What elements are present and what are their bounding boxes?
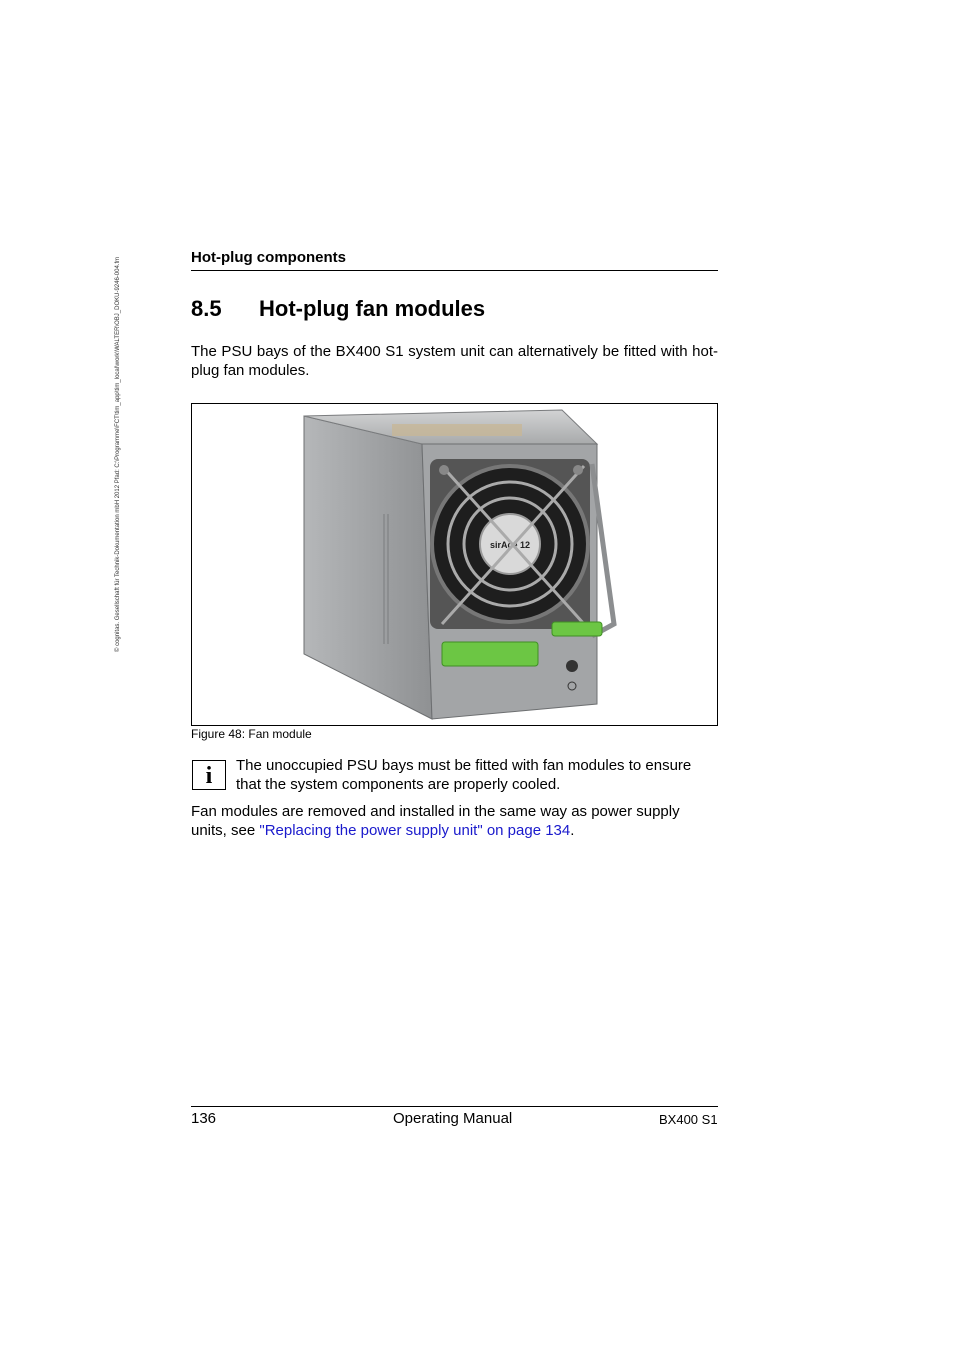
- intro-paragraph: The PSU bays of the BX400 S1 system unit can alternatively be fitted with hot-plug fan modules.: [191, 343, 718, 379]
- fan-module-image: [192, 404, 717, 725]
- fan-label: sirAce 12: [489, 540, 531, 550]
- side-note: [115, 242, 135, 652]
- figure-frame: [191, 403, 718, 726]
- procedure-paragraph: [191, 802, 718, 840]
- section-number: 8.5: [191, 296, 222, 321]
- cross-reference-link[interactable]: "Replacing the power supply unit" on page 134: [259, 822, 571, 839]
- section-title: [191, 296, 718, 322]
- running-header: Hot-plug components: [191, 249, 718, 271]
- side-note-text: © cognitas. Gesellschaft für Technik-Dokumentation mbH 2012 Pfad: C:\Programme\FCT\tim_app\tim_local\work\WALTER\OBJ_DOKU-9246-004.fm: [115, 256, 121, 652]
- footer-rule: [191, 1106, 718, 1107]
- page-number: 136: [191, 1110, 217, 1127]
- footer-title: Operating Manual: [393, 1110, 513, 1127]
- para2-text: Fan modules are removed and installed in the same way as power supply units, see: [191, 803, 680, 839]
- info-note: The unoccupied PSU bays must be fitted with fan modules to ensure that the system components are properly cooled.: [236, 757, 692, 793]
- para2-end: .: [570, 822, 575, 839]
- footer-model: BX400 S1: [659, 1112, 718, 1127]
- figure-caption: Figure 48: Fan module: [191, 727, 312, 741]
- info-icon: i: [192, 760, 226, 790]
- section-heading: Hot-plug fan modules: [259, 296, 486, 321]
